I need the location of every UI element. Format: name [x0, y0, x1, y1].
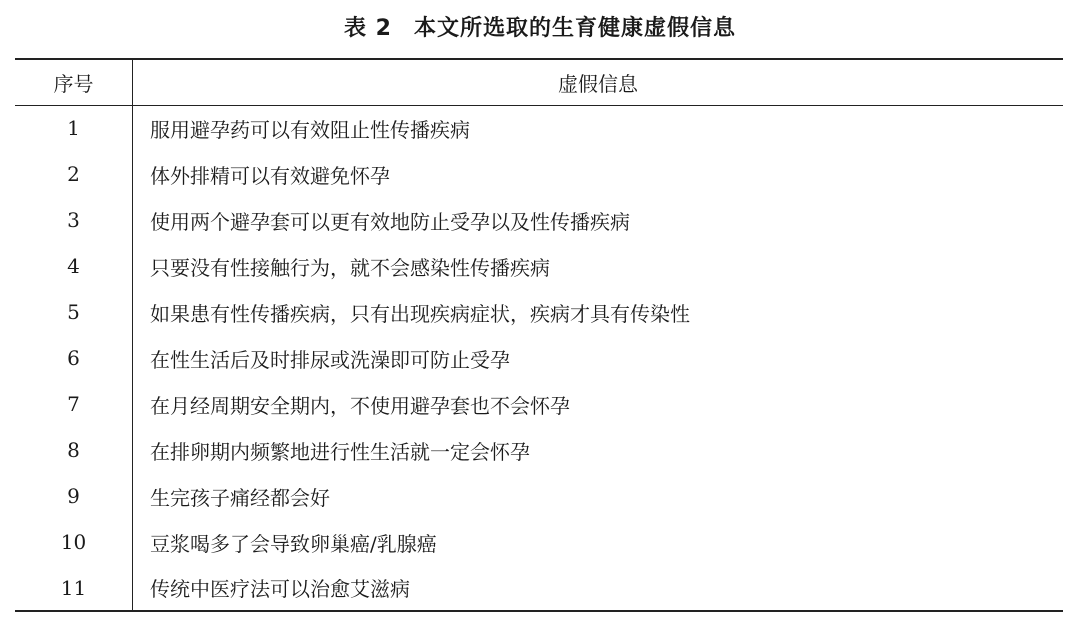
row-index: 8 — [15, 427, 133, 473]
header-index: 序号 — [15, 59, 133, 105]
row-misinformation-text: 传统中医疗法可以治愈艾滋病 — [133, 565, 1064, 611]
row-index: 6 — [15, 335, 133, 381]
table-number: 表 2 — [344, 16, 392, 41]
row-index: 5 — [15, 289, 133, 335]
row-misinformation-text: 豆浆喝多了会导致卵巢癌/乳腺癌 — [150, 531, 437, 556]
table-row — [15, 565, 1063, 611]
row-misinformation-text: 在排卵期内频繁地进行性生活就一定会怀孕 — [150, 439, 530, 464]
table-caption — [0, 14, 1080, 44]
table-row — [15, 473, 1063, 519]
misinformation-table — [15, 58, 1063, 612]
row-index: 9 — [15, 473, 133, 519]
table-row — [15, 197, 1063, 243]
table-row — [15, 381, 1063, 427]
misinformation-table-container — [15, 58, 1063, 612]
row-index: 4 — [15, 243, 133, 289]
row-index: 1 — [15, 105, 133, 151]
row-misinformation-text: 服用避孕药可以有效阻止性传播疾病 — [150, 117, 470, 142]
table-row — [15, 427, 1063, 473]
row-misinformation-text: 如果患有性传播疾病，只有出现疾病症状，疾病才具有传染性 — [150, 301, 690, 326]
table-row — [15, 105, 1063, 151]
row-misinformation-text: 生完孩子痛经都会好 — [150, 485, 330, 510]
row-index: 11 — [15, 565, 133, 611]
table-row — [15, 519, 1063, 565]
row-index: 7 — [15, 381, 133, 427]
table-row — [15, 289, 1063, 335]
table-header — [15, 59, 1063, 105]
row-index: 3 — [15, 197, 133, 243]
header-row — [15, 59, 1063, 105]
row-misinformation-text: 只要没有性接触行为，就不会感染性传播疾病 — [150, 255, 550, 280]
row-misinformation-text: 在性生活后及时排尿或洗澡即可防止受孕 — [150, 347, 510, 372]
table-body — [15, 105, 1063, 611]
row-misinformation-text: 在月经周期安全期内，不使用避孕套也不会怀孕 — [150, 393, 570, 418]
table-row — [15, 243, 1063, 289]
table-title: 本文所选取的生育健康虚假信息 — [413, 16, 736, 41]
header-misinformation: 虚假信息 — [133, 59, 1064, 105]
row-misinformation-text: 使用两个避孕套可以更有效地防止受孕以及性传播疾病 — [150, 209, 630, 234]
row-index: 2 — [15, 151, 133, 197]
table-row — [15, 335, 1063, 381]
table-row — [15, 151, 1063, 197]
row-index: 10 — [15, 519, 133, 565]
row-misinformation-text: 体外排精可以有效避免怀孕 — [150, 163, 390, 188]
